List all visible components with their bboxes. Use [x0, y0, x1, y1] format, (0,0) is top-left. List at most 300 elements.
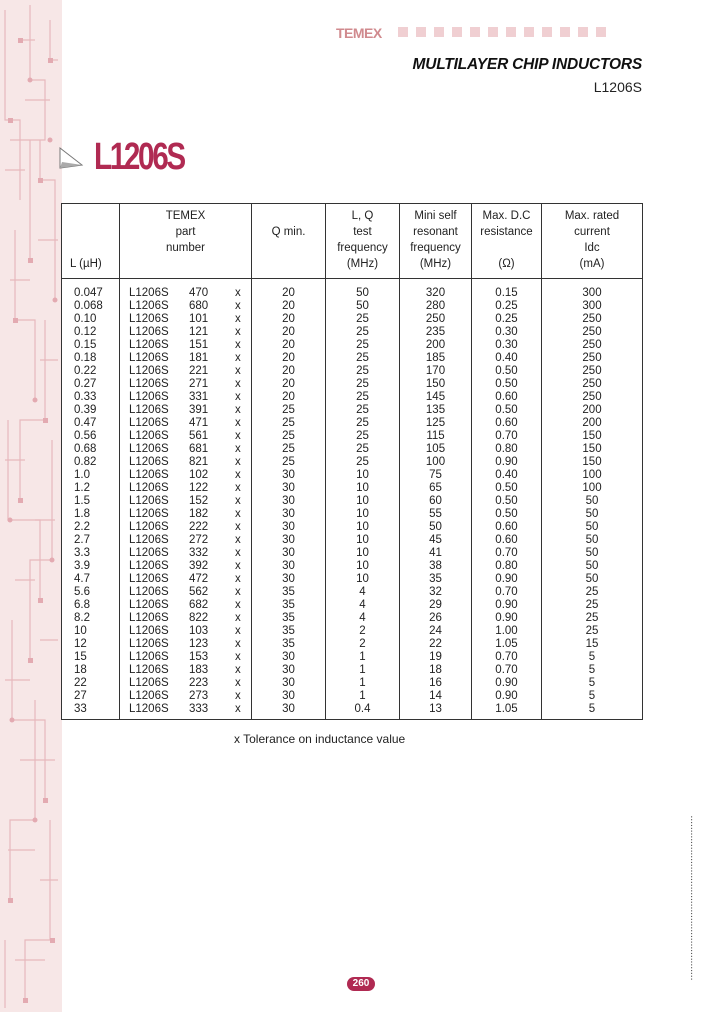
table-row — [62, 417, 643, 430]
srf-cell: 105 — [400, 443, 472, 456]
part-number-cell — [120, 404, 252, 417]
part-series: L1206S — [129, 365, 169, 377]
q-min-cell: 25 — [252, 404, 326, 417]
header-current: Max. rated current Idc (mA) — [542, 204, 643, 279]
tolerance-marker: x — [235, 521, 241, 533]
tolerance-marker: x — [235, 586, 241, 598]
test-frequency-cell: 10 — [326, 495, 400, 508]
tolerance-marker: x — [235, 326, 241, 338]
part-number-cell — [120, 586, 252, 599]
q-min-cell: 30 — [252, 677, 326, 690]
part-number-cell — [120, 612, 252, 625]
page-title: MULTILAYER CHIP INDUCTORS — [412, 56, 642, 73]
part-code: 680 — [189, 300, 209, 312]
current-cell: 300 — [542, 279, 643, 301]
inductance-cell: 0.56 — [62, 430, 120, 443]
q-min-cell: 25 — [252, 430, 326, 443]
table-row — [62, 352, 643, 365]
tolerance-marker: x — [235, 430, 241, 442]
tolerance-marker: x — [235, 456, 241, 468]
table-row — [62, 664, 643, 677]
part-series: L1206S — [129, 703, 169, 715]
tolerance-marker: x — [235, 638, 241, 650]
srf-cell: 13 — [400, 703, 472, 720]
decorative-sidebar — [0, 0, 62, 1012]
table-row — [62, 430, 643, 443]
srf-cell: 125 — [400, 417, 472, 430]
test-frequency-cell: 25 — [326, 430, 400, 443]
part-number-cell — [120, 443, 252, 456]
current-cell: 25 — [542, 612, 643, 625]
test-frequency-cell: 25 — [326, 456, 400, 469]
srf-cell: 250 — [400, 313, 472, 326]
test-frequency-cell: 1 — [326, 677, 400, 690]
part-code: 151 — [189, 339, 209, 351]
table-row — [62, 638, 643, 651]
q-min-cell: 30 — [252, 664, 326, 677]
part-number-cell — [120, 599, 252, 612]
inductance-cell: 0.18 — [62, 352, 120, 365]
part-number-cell — [120, 313, 252, 326]
inductance-cell: 0.33 — [62, 391, 120, 404]
current-cell: 150 — [542, 456, 643, 469]
resistance-cell: 0.50 — [472, 482, 542, 495]
test-frequency-cell: 10 — [326, 469, 400, 482]
part-series: L1206S — [129, 313, 169, 325]
part-number-cell — [120, 482, 252, 495]
test-frequency-cell: 0.4 — [326, 703, 400, 720]
table-row — [62, 404, 643, 417]
resistance-cell: 0.90 — [472, 690, 542, 703]
q-min-cell: 25 — [252, 417, 326, 430]
tolerance-marker: x — [235, 612, 241, 624]
srf-cell: 185 — [400, 352, 472, 365]
srf-cell: 45 — [400, 534, 472, 547]
tolerance-footnote: x Tolerance on inductance value — [234, 732, 406, 746]
srf-cell: 55 — [400, 508, 472, 521]
resistance-cell: 0.90 — [472, 612, 542, 625]
resistance-cell: 0.70 — [472, 430, 542, 443]
q-min-cell: 20 — [252, 365, 326, 378]
part-series: L1206S — [129, 482, 169, 494]
q-min-cell: 30 — [252, 469, 326, 482]
q-min-cell: 35 — [252, 586, 326, 599]
inductance-cell: 15 — [62, 651, 120, 664]
table-row — [62, 677, 643, 690]
tolerance-marker: x — [235, 378, 241, 390]
srf-cell: 18 — [400, 664, 472, 677]
part-series: L1206S — [129, 677, 169, 689]
q-min-cell: 30 — [252, 560, 326, 573]
tolerance-marker: x — [235, 495, 241, 507]
current-cell: 50 — [542, 521, 643, 534]
test-frequency-cell: 25 — [326, 378, 400, 391]
inductance-cell: 22 — [62, 677, 120, 690]
srf-cell: 41 — [400, 547, 472, 560]
header-part-number: TEMEX part number — [120, 204, 252, 279]
q-min-cell: 30 — [252, 703, 326, 720]
table-row — [62, 495, 643, 508]
test-frequency-cell: 50 — [326, 300, 400, 313]
part-code: 153 — [189, 651, 209, 663]
tolerance-marker: x — [235, 300, 241, 312]
table-row — [62, 339, 643, 352]
part-number-cell — [120, 300, 252, 313]
side-disclaimer: ▪ ▪ ▪ ▪ ▪ ▪ ▪ ▪ ▪ ▪ ▪ ▪ ▪ ▪ ▪ ▪ ▪ ▪ ▪ ▪ ▪ ▪ ▪ ▪ ▪ ▪ ▪ ▪ ▪ ▪ ▪ ▪ ▪ ▪ ▪ ▪ ▪ ▪ ▪ ▪ ▪ ▪ ▪ ▪ ▪ ▪ ▪ ▪ ▪ ▪ ▪ ▪ ▪ ▪ ▪ ▪ ▪ ▪ — [689, 816, 694, 980]
test-frequency-cell: 25 — [326, 352, 400, 365]
test-frequency-cell: 1 — [326, 664, 400, 677]
tolerance-marker: x — [235, 469, 241, 481]
current-cell: 250 — [542, 326, 643, 339]
header-inductance: L (µH) — [62, 204, 120, 279]
srf-cell: 22 — [400, 638, 472, 651]
resistance-cell: 0.50 — [472, 378, 542, 391]
srf-cell: 35 — [400, 573, 472, 586]
part-code: 102 — [189, 469, 209, 481]
srf-cell: 38 — [400, 560, 472, 573]
current-cell: 200 — [542, 404, 643, 417]
inductance-cell: 3.3 — [62, 547, 120, 560]
decorative-squares — [398, 27, 606, 37]
part-code: 682 — [189, 599, 209, 611]
table-row — [62, 313, 643, 326]
tolerance-marker: x — [235, 547, 241, 559]
q-min-cell: 30 — [252, 690, 326, 703]
q-min-cell: 30 — [252, 534, 326, 547]
table-row — [62, 326, 643, 339]
resistance-cell: 0.40 — [472, 469, 542, 482]
current-cell: 5 — [542, 677, 643, 690]
tolerance-marker: x — [235, 560, 241, 572]
part-code: 183 — [189, 664, 209, 676]
srf-cell: 135 — [400, 404, 472, 417]
current-cell: 250 — [542, 391, 643, 404]
part-series: L1206S — [129, 326, 169, 338]
table-row — [62, 378, 643, 391]
inductance-cell: 0.068 — [62, 300, 120, 313]
resistance-cell: 0.50 — [472, 404, 542, 417]
table-row — [62, 521, 643, 534]
q-min-cell: 20 — [252, 339, 326, 352]
resistance-cell: 0.60 — [472, 391, 542, 404]
current-cell: 25 — [542, 599, 643, 612]
part-number-cell — [120, 495, 252, 508]
part-series: L1206S — [129, 625, 169, 637]
table-row — [62, 573, 643, 586]
inductance-cell: 0.47 — [62, 417, 120, 430]
tolerance-marker: x — [235, 417, 241, 429]
q-min-cell: 20 — [252, 391, 326, 404]
part-number-cell — [120, 690, 252, 703]
part-series: L1206S — [129, 287, 169, 299]
current-cell: 50 — [542, 547, 643, 560]
part-number-cell — [120, 521, 252, 534]
srf-cell: 145 — [400, 391, 472, 404]
srf-cell: 235 — [400, 326, 472, 339]
page-number: 260 — [347, 977, 375, 991]
tolerance-marker: x — [235, 677, 241, 689]
q-min-cell: 30 — [252, 573, 326, 586]
inductance-cell: 0.39 — [62, 404, 120, 417]
table-row — [62, 703, 643, 720]
part-code: 681 — [189, 443, 209, 455]
part-code: 103 — [189, 625, 209, 637]
current-cell: 5 — [542, 703, 643, 720]
part-series: L1206S — [129, 456, 169, 468]
table-row — [62, 300, 643, 313]
test-frequency-cell: 10 — [326, 521, 400, 534]
tolerance-marker: x — [235, 443, 241, 455]
q-min-cell: 20 — [252, 378, 326, 391]
resistance-cell: 0.70 — [472, 547, 542, 560]
part-series: L1206S — [129, 690, 169, 702]
resistance-cell: 0.60 — [472, 417, 542, 430]
srf-cell: 60 — [400, 495, 472, 508]
srf-cell: 65 — [400, 482, 472, 495]
current-cell: 150 — [542, 430, 643, 443]
test-frequency-cell: 2 — [326, 625, 400, 638]
srf-cell: 115 — [400, 430, 472, 443]
table-row — [62, 456, 643, 469]
part-number-cell — [120, 365, 252, 378]
table-row — [62, 547, 643, 560]
current-cell: 25 — [542, 586, 643, 599]
tolerance-marker: x — [235, 365, 241, 377]
current-cell: 5 — [542, 651, 643, 664]
part-series: L1206S — [129, 664, 169, 676]
inductance-cell: 0.68 — [62, 443, 120, 456]
part-code: 333 — [189, 703, 209, 715]
part-code: 152 — [189, 495, 209, 507]
part-number-cell — [120, 651, 252, 664]
tolerance-marker: x — [235, 599, 241, 611]
inductance-cell: 1.5 — [62, 495, 120, 508]
tolerance-marker: x — [235, 625, 241, 637]
tolerance-marker: x — [235, 404, 241, 416]
test-frequency-cell: 2 — [326, 638, 400, 651]
table-row — [62, 599, 643, 612]
inductance-cell: 2.2 — [62, 521, 120, 534]
part-code: 472 — [189, 573, 209, 585]
test-frequency-cell: 4 — [326, 599, 400, 612]
tolerance-marker: x — [235, 664, 241, 676]
part-series: L1206S — [129, 443, 169, 455]
test-frequency-cell: 25 — [326, 339, 400, 352]
test-frequency-cell: 25 — [326, 417, 400, 430]
part-series: L1206S — [129, 612, 169, 624]
temex-logo: TEMEX — [336, 25, 382, 41]
resistance-cell: 0.90 — [472, 677, 542, 690]
resistance-cell: 1.00 — [472, 625, 542, 638]
test-frequency-cell: 25 — [326, 326, 400, 339]
srf-cell: 26 — [400, 612, 472, 625]
tolerance-marker: x — [235, 573, 241, 585]
part-code: 223 — [189, 677, 209, 689]
part-code: 181 — [189, 352, 209, 364]
inductance-cell: 0.82 — [62, 456, 120, 469]
q-min-cell: 35 — [252, 599, 326, 612]
header-srf: Mini self resonant frequency (MHz) — [400, 204, 472, 279]
part-number-cell — [120, 469, 252, 482]
inductance-cell: 4.7 — [62, 573, 120, 586]
resistance-cell: 0.15 — [472, 279, 542, 301]
current-cell: 250 — [542, 313, 643, 326]
resistance-cell: 0.50 — [472, 365, 542, 378]
inductance-cell: 3.9 — [62, 560, 120, 573]
table-row — [62, 651, 643, 664]
resistance-cell: 0.70 — [472, 586, 542, 599]
inductance-cell: 2.7 — [62, 534, 120, 547]
table-row — [62, 391, 643, 404]
part-number-cell — [120, 279, 252, 301]
current-cell: 100 — [542, 482, 643, 495]
table-row — [62, 365, 643, 378]
srf-cell: 32 — [400, 586, 472, 599]
part-number-cell — [120, 508, 252, 521]
table-row — [62, 443, 643, 456]
tolerance-marker: x — [235, 339, 241, 351]
inductance-cell: 0.15 — [62, 339, 120, 352]
q-min-cell: 20 — [252, 326, 326, 339]
table-row — [62, 586, 643, 599]
part-series: L1206S — [129, 417, 169, 429]
part-series: L1206S — [129, 586, 169, 598]
inductance-cell: 1.0 — [62, 469, 120, 482]
part-code: 271 — [189, 378, 209, 390]
resistance-cell: 0.40 — [472, 352, 542, 365]
part-number-cell — [120, 664, 252, 677]
resistance-cell: 0.80 — [472, 443, 542, 456]
part-series: L1206S — [129, 547, 169, 559]
part-code: 822 — [189, 612, 209, 624]
current-cell: 50 — [542, 560, 643, 573]
table-row — [62, 279, 643, 301]
resistance-cell: 0.25 — [472, 313, 542, 326]
current-cell: 5 — [542, 664, 643, 677]
header-q-min: Q min. — [252, 204, 326, 279]
tolerance-marker: x — [235, 391, 241, 403]
q-min-cell: 20 — [252, 279, 326, 301]
q-min-cell: 30 — [252, 547, 326, 560]
inductance-cell: 0.10 — [62, 313, 120, 326]
q-min-cell: 20 — [252, 352, 326, 365]
part-number-cell — [120, 430, 252, 443]
inductance-cell: 0.12 — [62, 326, 120, 339]
current-cell: 50 — [542, 534, 643, 547]
part-code: 470 — [189, 287, 209, 299]
tolerance-marker: x — [235, 534, 241, 546]
current-cell: 200 — [542, 417, 643, 430]
current-cell: 250 — [542, 365, 643, 378]
inductance-cell: 5.6 — [62, 586, 120, 599]
tolerance-marker: x — [235, 508, 241, 520]
part-number-cell — [120, 703, 252, 720]
test-frequency-cell: 10 — [326, 508, 400, 521]
part-series: L1206S — [129, 391, 169, 403]
current-cell: 15 — [542, 638, 643, 651]
srf-cell: 19 — [400, 651, 472, 664]
srf-cell: 75 — [400, 469, 472, 482]
inductance-cell: 8.2 — [62, 612, 120, 625]
table-row — [62, 560, 643, 573]
part-code: 471 — [189, 417, 209, 429]
part-code: 391 — [189, 404, 209, 416]
table-row — [62, 508, 643, 521]
part-series: L1206S — [129, 560, 169, 572]
q-min-cell: 25 — [252, 456, 326, 469]
current-cell: 250 — [542, 352, 643, 365]
resistance-cell: 0.30 — [472, 339, 542, 352]
current-cell: 150 — [542, 443, 643, 456]
q-min-cell: 20 — [252, 313, 326, 326]
srf-cell: 24 — [400, 625, 472, 638]
inductance-cell: 1.2 — [62, 482, 120, 495]
srf-cell: 14 — [400, 690, 472, 703]
part-series: L1206S — [129, 430, 169, 442]
tolerance-marker: x — [235, 313, 241, 325]
srf-cell: 200 — [400, 339, 472, 352]
srf-cell: 170 — [400, 365, 472, 378]
part-number-cell — [120, 417, 252, 430]
part-series: L1206S — [129, 521, 169, 533]
current-cell: 5 — [542, 690, 643, 703]
inductance-cell: 10 — [62, 625, 120, 638]
table-row — [62, 482, 643, 495]
tolerance-marker: x — [235, 482, 241, 494]
part-code: 331 — [189, 391, 209, 403]
test-frequency-cell: 50 — [326, 279, 400, 301]
current-cell: 250 — [542, 378, 643, 391]
part-code: 123 — [189, 638, 209, 650]
table-row — [62, 469, 643, 482]
triangle-arrow-icon — [58, 146, 84, 170]
part-number-cell — [120, 326, 252, 339]
header-resistance: Max. D.C resistance (Ω) — [472, 204, 542, 279]
inductance-cell: 6.8 — [62, 599, 120, 612]
q-min-cell: 30 — [252, 495, 326, 508]
q-min-cell: 30 — [252, 521, 326, 534]
current-cell: 50 — [542, 573, 643, 586]
table-row — [62, 612, 643, 625]
resistance-cell: 0.50 — [472, 508, 542, 521]
test-frequency-cell: 25 — [326, 443, 400, 456]
tolerance-marker: x — [235, 352, 241, 364]
tolerance-marker: x — [235, 690, 241, 702]
resistance-cell: 0.50 — [472, 495, 542, 508]
part-series: L1206S — [129, 378, 169, 390]
test-frequency-cell: 1 — [326, 651, 400, 664]
part-code: 273 — [189, 690, 209, 702]
current-cell: 250 — [542, 339, 643, 352]
part-code: 332 — [189, 547, 209, 559]
part-series: L1206S — [129, 573, 169, 585]
test-frequency-cell: 10 — [326, 482, 400, 495]
srf-cell: 100 — [400, 456, 472, 469]
srf-cell: 16 — [400, 677, 472, 690]
series-title: L1206S — [94, 136, 184, 178]
inductance-cell: 0.22 — [62, 365, 120, 378]
test-frequency-cell: 25 — [326, 365, 400, 378]
test-frequency-cell: 4 — [326, 612, 400, 625]
test-frequency-cell: 10 — [326, 534, 400, 547]
part-code: 821 — [189, 456, 209, 468]
current-cell: 25 — [542, 625, 643, 638]
table-header-row — [62, 204, 643, 279]
part-number-cell — [120, 677, 252, 690]
part-series: L1206S — [129, 508, 169, 520]
resistance-cell: 0.30 — [472, 326, 542, 339]
part-number-cell — [120, 547, 252, 560]
